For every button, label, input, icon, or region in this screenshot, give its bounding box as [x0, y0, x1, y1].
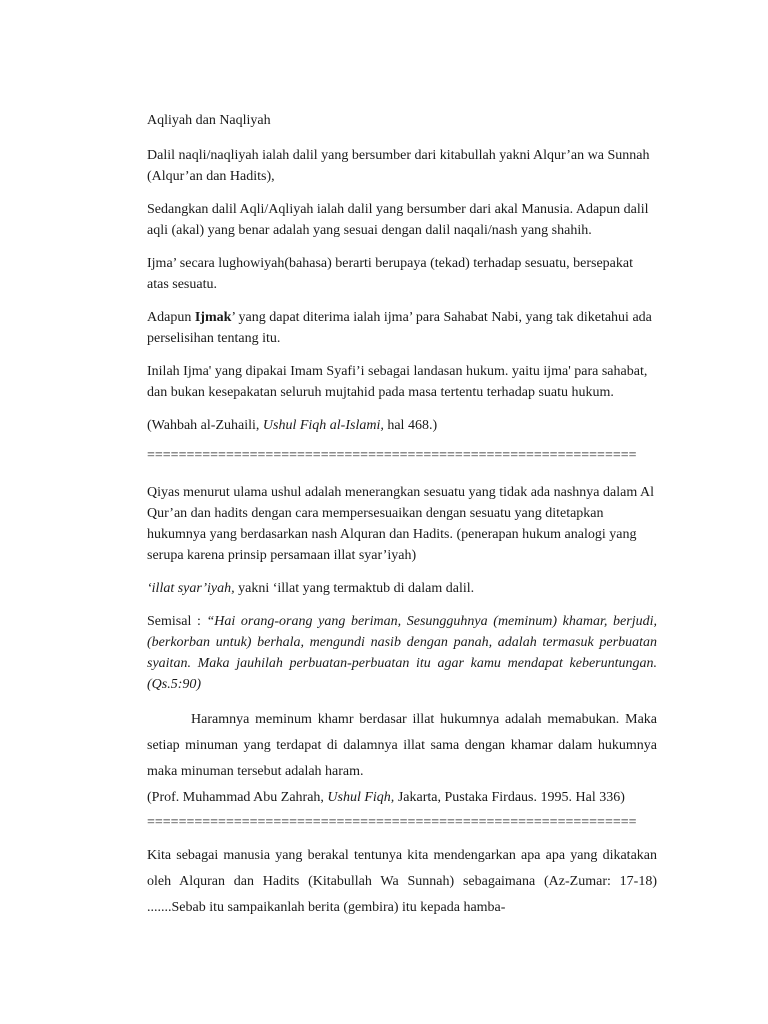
document-page — [147, 110, 657, 921]
paragraph-ijmak — [147, 307, 657, 349]
citation-wahbah-before: (Wahbah al-Zuhaili, — [147, 418, 263, 433]
semisal-before: Semisal : — [147, 614, 207, 629]
paragraph-qiyas: Qiyas menurut ulama ushul adalah menerangkan sesuatu yang tidak ada nashnya dalam Al Qur’an dan hadits dengan cara mempersesuaikan dengan sesuatu yang ditetapkan hukumnya yang berdasarkan nash Alquran dan Hadits. (penerapan hukum analogi yang serupa karena prinsip persamaan illat syar’iyah) — [147, 485, 654, 563]
paragraph-haramnya: Haramnya meminum khamr berdasar illat hukumnya adalah memabukan. Maka setiap minuman yang terdapat di dalamnya illat sama dengan khamar dalam hukumnya maka minuman tersebut adalah haram. — [147, 712, 657, 779]
citation-wahbah — [147, 415, 657, 436]
section-divider-2: ============================================================== — [147, 815, 637, 830]
ijmak-bold-term: Ijmak — [194, 310, 232, 325]
citation-abu-zahrah-before: (Prof. Muhammad Abu Zahrah, — [147, 790, 328, 805]
citation-abu-zahrah-book: Ushul Fiqh, — [327, 790, 395, 805]
paragraph-kita: Kita sebagai manusia yang berakal tentunya kita mendengarkan apa apa yang dikatakan oleh Alquran dan Hadits (Kitabullah Wa Sunnah) sebagaimana (Az-Zumar: 17-18) .......Sebab itu sampaikanlah berita (gembira) itu kepada hamba- — [147, 848, 657, 915]
citation-abu-zahrah-after: Jakarta, Pustaka Firdaus. 1995. Hal 336) — [394, 790, 625, 805]
semisal-quote: “Hai orang-orang yang beriman, Sesungguhnya (meminum) khamar, berjudi, (berkorban untuk) berhala, mengundi nasib dengan panah, adalah termasuk perbuatan syaitan. Maka jauhilah perbuatan-perbuatan itu agar kamu mendapat keberuntungan. (Qs.5:90) — [147, 614, 657, 692]
illat-after: yakni ‘illat yang termaktub di dalam dalil. — [234, 581, 475, 596]
paragraph-dalil-aqli: Sedangkan dalil Aqli/Aqliyah ialah dalil yang bersumber dari akal Manusia. Adapun dalil aqli (akal) yang benar adalah yang sesuai dengan dalil naqali/nash yang shahih. — [147, 202, 649, 238]
paragraph-semisal — [147, 611, 657, 695]
ijmak-after: ’ yang dapat diterima ialah ijma’ para Sahabat Nabi, yang tak diketahui ada perselisihan tentang itu. — [147, 310, 652, 346]
citation-wahbah-book: Ushul Fiqh al-Islami, — [262, 418, 384, 433]
citation-wahbah-after: hal 468.) — [383, 418, 438, 433]
paragraph-illat — [147, 578, 657, 599]
paragraph-ijma-syafii: Inilah Ijma' yang dipakai Imam Syafi’i sebagai landasan hukum. yaitu ijma' para sahabat, dan bukan kesepakatan seluruh mujtahid pada masa tertentu terhadap suatu hukum. — [147, 364, 648, 400]
paragraph-ijma-definition: Ijma’ secara lughowiyah(bahasa) berarti berupaya (tekad) terhadap sesuatu, bersepakat atas sesuatu. — [147, 256, 634, 292]
section-divider: ============================================================== — [147, 448, 637, 463]
illat-italic-term: ‘illat syar’iyah, — [147, 581, 235, 596]
ijmak-before: Adapun — [147, 310, 195, 325]
citation-abu-zahrah — [147, 785, 657, 811]
paragraph-dalil-naqli: Dalil naqli/naqliyah ialah dalil yang bersumber dari kitabullah yakni Alqur’an wa Sunnah (Alqur’an dan Hadits), — [147, 148, 650, 184]
document-title: Aqliyah dan Naqliyah — [147, 113, 271, 128]
